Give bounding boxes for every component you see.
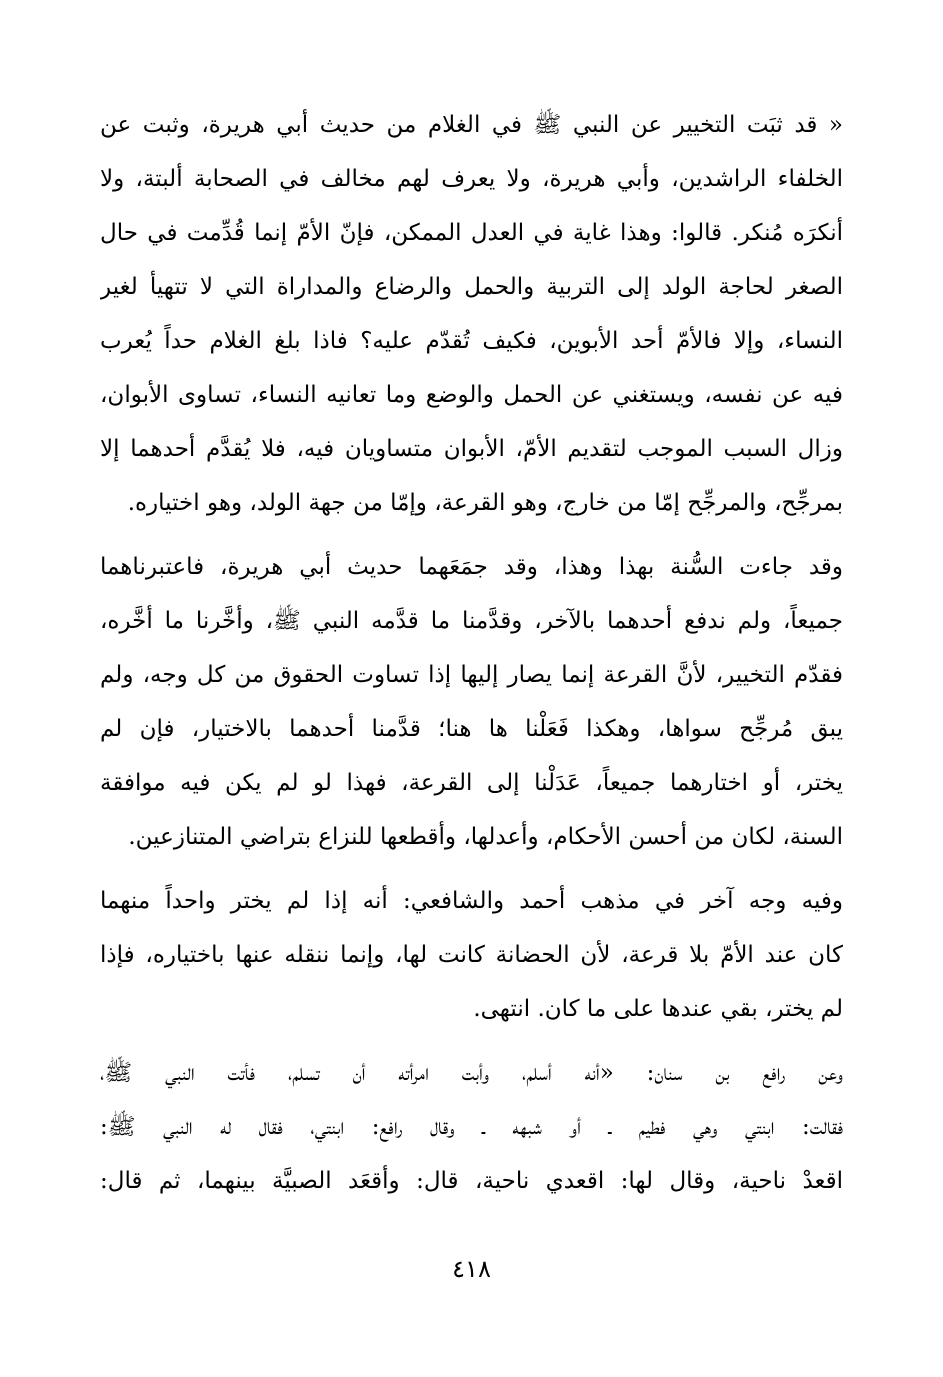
text-line: أنكرَه مُنكر. قالوا: وهذا غاية في العدل الممكن، فإنّ الأمّ إنما قُدِّمت في حال	[100, 220, 843, 246]
text-line: وعن رافع بن سنان: «أنه أسلم، وأبت امرأته أن تسلم، فأتت النبي ﷺ،	[100, 1060, 843, 1086]
text-line: اقعدْ ناحية، وقال لها: اقعدي ناحية، قال: وأقعَد الصبيَّة بينهما، ثم قال:	[100, 1168, 843, 1194]
text-line: الخلفاء الراشدين، وأبي هريرة، ولا يعرف لهم مخالف في الصحابة ألبتة، ولا	[100, 166, 843, 192]
paragraph-spacer	[100, 1036, 843, 1046]
text-line: بمرجِّح، والمرجِّح إمّا من خارج، وهو القرعة، وإمّا من جهة الولد، وهو اختياره.	[127, 490, 843, 516]
text-line: « قد ثبَت التخيير عن النبي ﷺ في الغلام من حديث أبي هريرة، وثبت عن	[100, 112, 843, 138]
text-line: كان عند الأمّ بلا قرعة، لأن الحضانة كانت لها، وإنما ننقله عنها باختياره، فإذا	[100, 942, 843, 968]
text-line: فقالت: ابنتي وهي فطيم ـ أو شبهه ـ وقال رافع: ابنتي، فقال له النبي ﷺ:	[100, 1114, 843, 1140]
page-number: ٤١٨	[452, 1255, 491, 1283]
paragraph	[100, 540, 843, 864]
paragraph	[100, 98, 843, 530]
text-line: فقدّم التخيير، لأنَّ القرعة إنما يصار إليها إذا تساوت الحقوق من كل وجه، ولم	[100, 662, 843, 688]
text-line: وفيه وجه آخر في مذهب أحمد والشافعي: أنه إذا لم يختر واحداً منهما	[100, 888, 843, 914]
text-line: النساء، وإلا فالأمّ أحد الأبوين، فكيف تُقدّم عليه؟ فاذا بلغ الغلام حداً يُعرب	[100, 328, 843, 354]
text-line: يختر، أو اختارهما جميعاً، عَدَلْنا إلى القرعة، فهذا لو لم يكن فيه موافقة	[100, 770, 843, 796]
text-line: يبق مُرجِّح سواها، وهكذا فَعَلْنا ها هنا؛ قدَّمنا أحدهما بالاختيار، فإن لم	[100, 716, 843, 742]
text-line: فيه عن نفسه، ويستغني عن الحمل والوضع وما تعانيه النساء، تساوى الأبوان،	[100, 382, 843, 408]
paragraph-spacer	[100, 864, 843, 874]
paragraph	[100, 1046, 843, 1208]
text-line: الصغر لحاجة الولد إلى التربية والحمل والرضاع والمداراة التي لا تتهيأ لغير	[100, 274, 843, 300]
body-text	[100, 98, 843, 1208]
text-line: وقد جاءت السُّنة بهذا وهذا، وقد جمَعَهما حديث أبي هريرة، فاعتبرناهما	[100, 554, 843, 580]
text-line: جميعاً، ولم ندفع أحدهما بالآخر، وقدَّمنا ما قدَّمه النبي ﷺ، وأخَّرنا ما أخَّره،	[100, 608, 843, 634]
text-line: لم يختر، بقي عندها على ما كان. انتهى.	[473, 996, 843, 1022]
paragraph	[100, 874, 843, 1036]
text-line: السنة، لكان من أحسن الأحكام، وأعدلها، وأقطعها للنزاع بتراضي المتنازعين.	[128, 824, 843, 850]
text-line: وزال السبب الموجب لتقديم الأمّ، الأبوان متساويان فيه، فلا يُقدَّم أحدهما إلا	[100, 436, 843, 462]
paragraph-spacer	[100, 530, 843, 540]
